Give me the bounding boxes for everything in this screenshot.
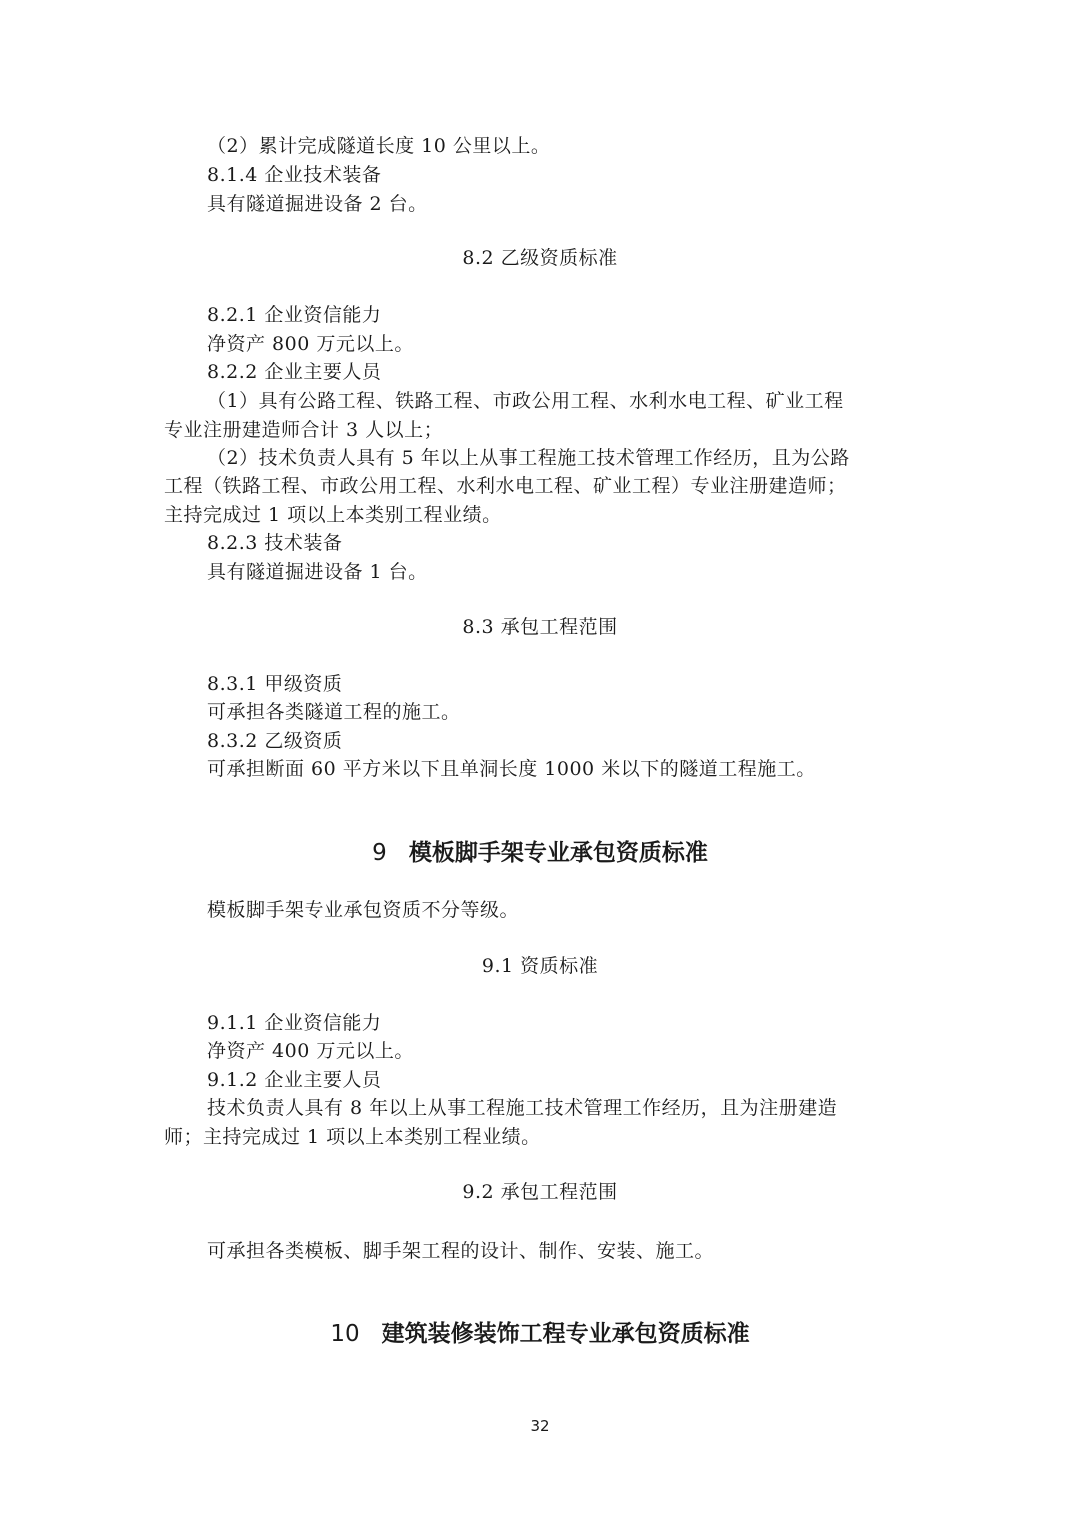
page-number: 32 [530, 1417, 550, 1435]
text-line: 具有隧道掘进设备 1 台。 [207, 561, 428, 583]
chapter-number: 9 [372, 840, 387, 866]
text-line: 主持完成过 1 项以上本类别工程业绩。 [164, 504, 502, 526]
chapter-heading [0, 1317, 1080, 1351]
chapter-title: 建筑装修装饰工程专业承包资质标准 [381, 1321, 750, 1347]
text-line: （2）技术负责人具有 5 年以上从事工程施工技术管理工作经历，且为公路 [207, 447, 850, 469]
clause-heading: 8.3.1 甲级资质 [207, 673, 343, 695]
chapter-heading [0, 836, 1080, 870]
text-line: 具有隧道掘进设备 2 台。 [207, 193, 428, 215]
clause-heading: 9.1.1 企业资信能力 [207, 1012, 382, 1034]
clause-heading: 8.1.4 企业技术装备 [207, 164, 382, 186]
section-heading: 9.1 资质标准 [481, 955, 599, 977]
clause-heading: 8.2.1 企业资信能力 [207, 304, 382, 326]
text-line: 净资产 800 万元以上。 [207, 333, 414, 355]
text-line: 技术负责人具有 8 年以上从事工程施工技术管理工作经历，且为注册建造 [207, 1097, 838, 1119]
text-line: 可承担断面 60 平方米以下且单洞长度 1000 米以下的隧道工程施工。 [207, 758, 816, 780]
clause-heading: 8.3.2 乙级资质 [207, 730, 343, 752]
text-line: 净资产 400 万元以上。 [207, 1040, 414, 1062]
section-heading: 8.3 承包工程范围 [462, 616, 618, 638]
text-line: 模板脚手架专业承包资质不分等级。 [207, 899, 520, 921]
clause-heading: 8.2.3 技术装备 [207, 532, 343, 554]
text-line: 工程（铁路工程、市政公用工程、水利水电工程、矿业工程）专业注册建造师； [164, 475, 847, 497]
text-line: 专业注册建造师合计 3 人以上； [164, 419, 444, 441]
text-line: （2）累计完成隧道长度 10 公里以上。 [207, 135, 551, 157]
text-line: 可承担各类模板、脚手架工程的设计、制作、安装、施工。 [207, 1240, 715, 1262]
chapter-number: 10 [330, 1321, 360, 1347]
clause-heading: 9.1.2 企业主要人员 [207, 1069, 382, 1091]
text-line: 师；主持完成过 1 项以上本类别工程业绩。 [164, 1126, 541, 1148]
text-line: 可承担各类隧道工程的施工。 [207, 701, 461, 723]
chapter-title: 模板脚手架专业承包资质标准 [408, 840, 708, 866]
text-line: （1）具有公路工程、铁路工程、市政公用工程、水利水电工程、矿业工程 [207, 390, 844, 412]
clause-heading: 8.2.2 企业主要人员 [207, 361, 382, 383]
section-heading: 9.2 承包工程范围 [462, 1181, 618, 1203]
section-heading: 8.2 乙级资质标准 [462, 247, 618, 269]
